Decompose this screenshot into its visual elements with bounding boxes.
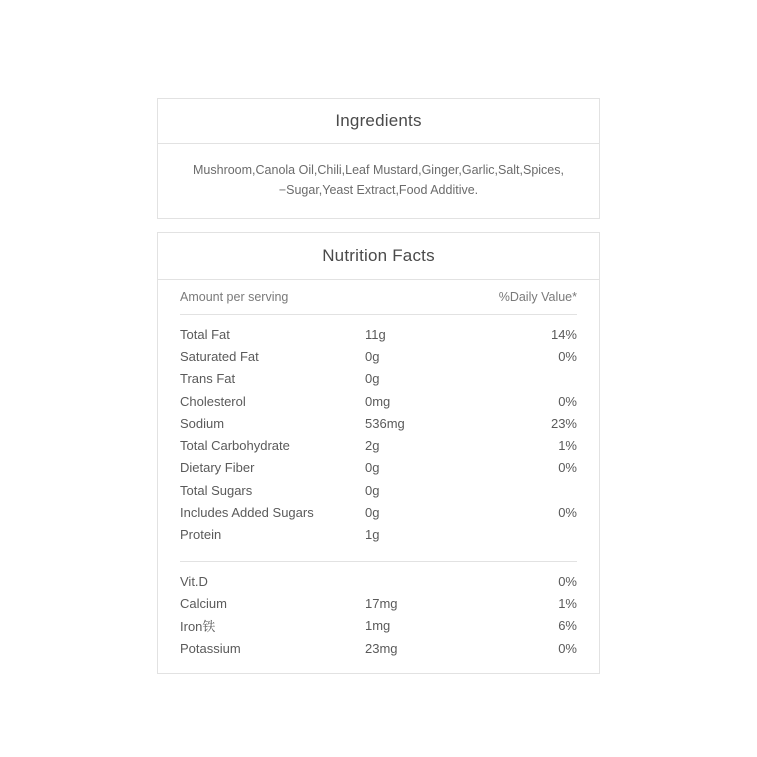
table-row	[180, 570, 577, 592]
daily-value-label: %Daily Value*	[498, 290, 577, 304]
nutrient-value: 0g	[365, 371, 380, 387]
table-row	[180, 434, 577, 456]
nutrient-value: 0g	[365, 482, 380, 498]
nutrient-dv: 0%	[558, 393, 577, 409]
nutrition-vitamin-rows	[158, 562, 599, 673]
nutrient-name: Total Fat	[180, 326, 230, 342]
row-group-spacer	[180, 546, 577, 557]
table-row	[180, 390, 577, 412]
nutrient-value: 11g	[365, 326, 386, 342]
nutrient-dv: 0%	[558, 505, 577, 521]
nutrient-name: Iron铁	[180, 619, 216, 635]
nutrient-dv: 1%	[558, 595, 577, 611]
table-row	[180, 368, 577, 390]
nutrient-name: Calcium	[180, 595, 227, 611]
amount-per-serving-label: Amount per serving	[180, 290, 289, 304]
nutrient-name: Vit.D	[180, 573, 208, 589]
nutrient-name: Includes Added Sugars	[180, 505, 314, 521]
nutrient-dv: 0%	[558, 573, 577, 589]
table-row	[180, 524, 577, 546]
ingredients-title: Ingredients	[158, 99, 599, 144]
nutrient-value: 536mg	[365, 415, 405, 431]
table-row	[180, 501, 577, 523]
nutrition-facts-title: Nutrition Facts	[158, 233, 599, 280]
table-row	[180, 323, 577, 345]
nutrient-value: 0g	[365, 460, 380, 476]
nutrient-value: 1g	[365, 527, 380, 543]
nutrient-name: Cholesterol	[180, 393, 246, 409]
nutrient-value: 0g	[365, 348, 380, 364]
nutrient-dv: 0%	[558, 640, 577, 656]
nutrient-name: Trans Fat	[180, 371, 236, 387]
nutrient-name: Total Carbohydrate	[180, 438, 290, 454]
nutrient-name: Sodium	[180, 415, 225, 431]
nutrient-dv: 14%	[550, 326, 577, 342]
nutrition-subheader	[158, 280, 599, 314]
ingredients-text: Mushroom,Canola Oil,Chili,Leaf Mustard,Ginger,Garlic,Salt,Spices,−Sugar,Yeast Extract,Food Additive.	[193, 163, 564, 197]
nutrient-dv: 0%	[558, 460, 577, 476]
nutrient-dv: 23%	[550, 415, 577, 431]
table-row	[180, 345, 577, 367]
nutrient-value: 0mg	[365, 393, 391, 409]
nutrient-name: Potassium	[180, 640, 241, 656]
nutrient-value: 1mg	[365, 618, 391, 634]
nutrition-facts-panel	[157, 232, 600, 674]
ingredients-panel	[157, 98, 600, 219]
nutrient-name: Protein	[180, 527, 222, 543]
nutrition-main-rows	[158, 315, 599, 561]
table-row	[180, 412, 577, 434]
nutrient-value: 17mg	[365, 595, 398, 611]
nutrient-value: 23mg	[365, 640, 398, 656]
nutrient-value: 2g	[365, 438, 380, 454]
nutrient-name: Saturated Fat	[180, 348, 259, 364]
table-row	[180, 615, 577, 637]
table-row	[180, 457, 577, 479]
table-row	[180, 592, 577, 614]
nutrient-name: Dietary Fiber	[180, 460, 255, 476]
table-row	[180, 637, 577, 659]
nutrient-name: Total Sugars	[180, 482, 253, 498]
table-row	[180, 479, 577, 501]
nutrient-dv: 0%	[558, 348, 577, 364]
nutrient-dv: 6%	[558, 618, 577, 634]
nutrient-value: 0g	[365, 505, 380, 521]
nutrient-dv: 1%	[558, 438, 577, 454]
